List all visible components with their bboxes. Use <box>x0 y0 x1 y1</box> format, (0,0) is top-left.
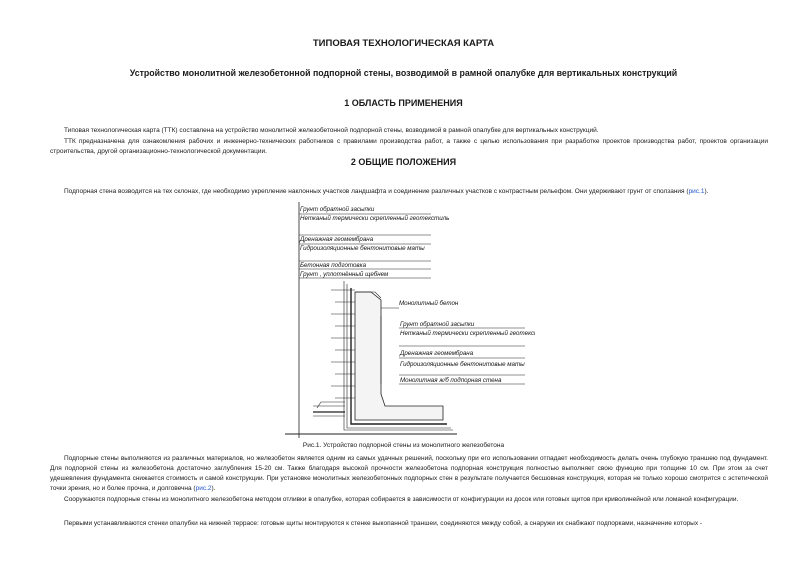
paragraph-general-4: Первыми устанавливаются стенки опалубки на нижней террасе: готовые щиты монтируются к стенке выкопанной траншеи, соединяются между собой, а снаружи их снабжают подпорками, назначение которых - <box>64 520 703 527</box>
legend-label: Грунт обратной засыпки <box>400 321 475 328</box>
legend-label: Грунт , уплотнённый щебнем <box>300 271 389 278</box>
figure-1-link[interactable]: рис.1 <box>688 188 705 195</box>
paragraph-text: Подпорные стены выполняются из различных материалов, но железобетон является одним из самых удачных решений, поскольку при его использовании отпадает необходимость делать очень глубокую траншею под фундамент. Для подпорной стены из железобетона достаточно заглубления 15-20 см. Также благодаря высокой прочности железобетона подпорная конструкция полностью выполняет свою функцию при толщине 10 см. При этом за счет удешевления фундамента снижается стоимость и самой конструкции. При установке монолитных железобетонных подпорных стен в результате получается бесшовная конструкция, которая не только хорошо смотрится с эстетической точки зрения, но и более прочна, и долговечна ( <box>50 455 768 492</box>
section-2-heading: 2 ОБЩИЕ ПОЛОЖЕНИЯ <box>350 157 457 167</box>
paragraph-text: Подпорная стена возводится на тех склонах, где необходимо укрепление наклонных участков ландшафта и соединение различных участков с контрастным рельефом. Они удерживают грунт от сползания ( <box>64 188 689 195</box>
concrete-label: Монолитный бетон <box>399 300 459 307</box>
legend-label <box>300 215 449 222</box>
retaining-wall-diagram <box>285 198 535 438</box>
paragraph-text-end: ). <box>704 188 709 195</box>
section-1-heading: 1 ОБЛАСТЬ ПРИМЕНЕНИЯ <box>344 98 463 108</box>
paragraph-scope-1: Типовая технологическая карта (ТТК) составлена на устройство монолитной железобетонной подпорной стены, возводимой в рамной опалубке для вертикальных конструкций. <box>64 127 599 134</box>
paragraph-general-2 <box>50 454 768 494</box>
document-subtitle: Устройство монолитной железобетонной подпорной стены, возводимой в рамной опалубке для вертикальных конструкций <box>129 68 678 78</box>
legend-label: Гидроизоляционные бентонитовые маты <box>400 361 525 368</box>
paragraph-text-end: ). <box>211 485 216 492</box>
legend-label: Нетканый термически скрепленный геотекстиль <box>400 330 535 337</box>
legend-label: Дренажная геомембрана <box>400 350 474 357</box>
document-title: ТИПОВАЯ ТЕХНОЛОГИЧЕСКАЯ КАРТА <box>312 38 495 49</box>
legend-label: Грунт обратной засыпки <box>300 206 375 213</box>
figure-2-link[interactable]: рис.2 <box>195 485 212 492</box>
paragraph-general-1 <box>50 187 768 197</box>
figure-caption: Рис.1. Устройство подпорной стены из монолитного железобетона <box>302 442 505 449</box>
paragraph-scope-2: ТТК предназначена для ознакомления рабочих и инженерно-технических работников с правилами производства работ, а также с целью использования при разработке проектов производства работ, проектов организации строительства, другой организационно-технологической документации. <box>50 138 768 155</box>
retaining-wall-figure <box>285 198 535 443</box>
legend-label: Бетонная подготовка <box>300 262 367 269</box>
paragraph-general-3: Сооружаются подпорные стены из монолитного железобетона методом отливки в опалубке, которая собирается в зависимости от конфигурации из досок или готовых щитов при криволинейной или ломаной конфигурации. <box>64 496 739 503</box>
legend-label: Дренажная геомембрана <box>300 236 374 243</box>
legend-label: Гидроизоляционные бентонитовые маты <box>300 245 425 252</box>
legend-label: Нетканый термически скрепленный геотекстиль <box>300 215 450 222</box>
legend-label: Монолитная ж/б подпорная стена <box>400 377 502 384</box>
